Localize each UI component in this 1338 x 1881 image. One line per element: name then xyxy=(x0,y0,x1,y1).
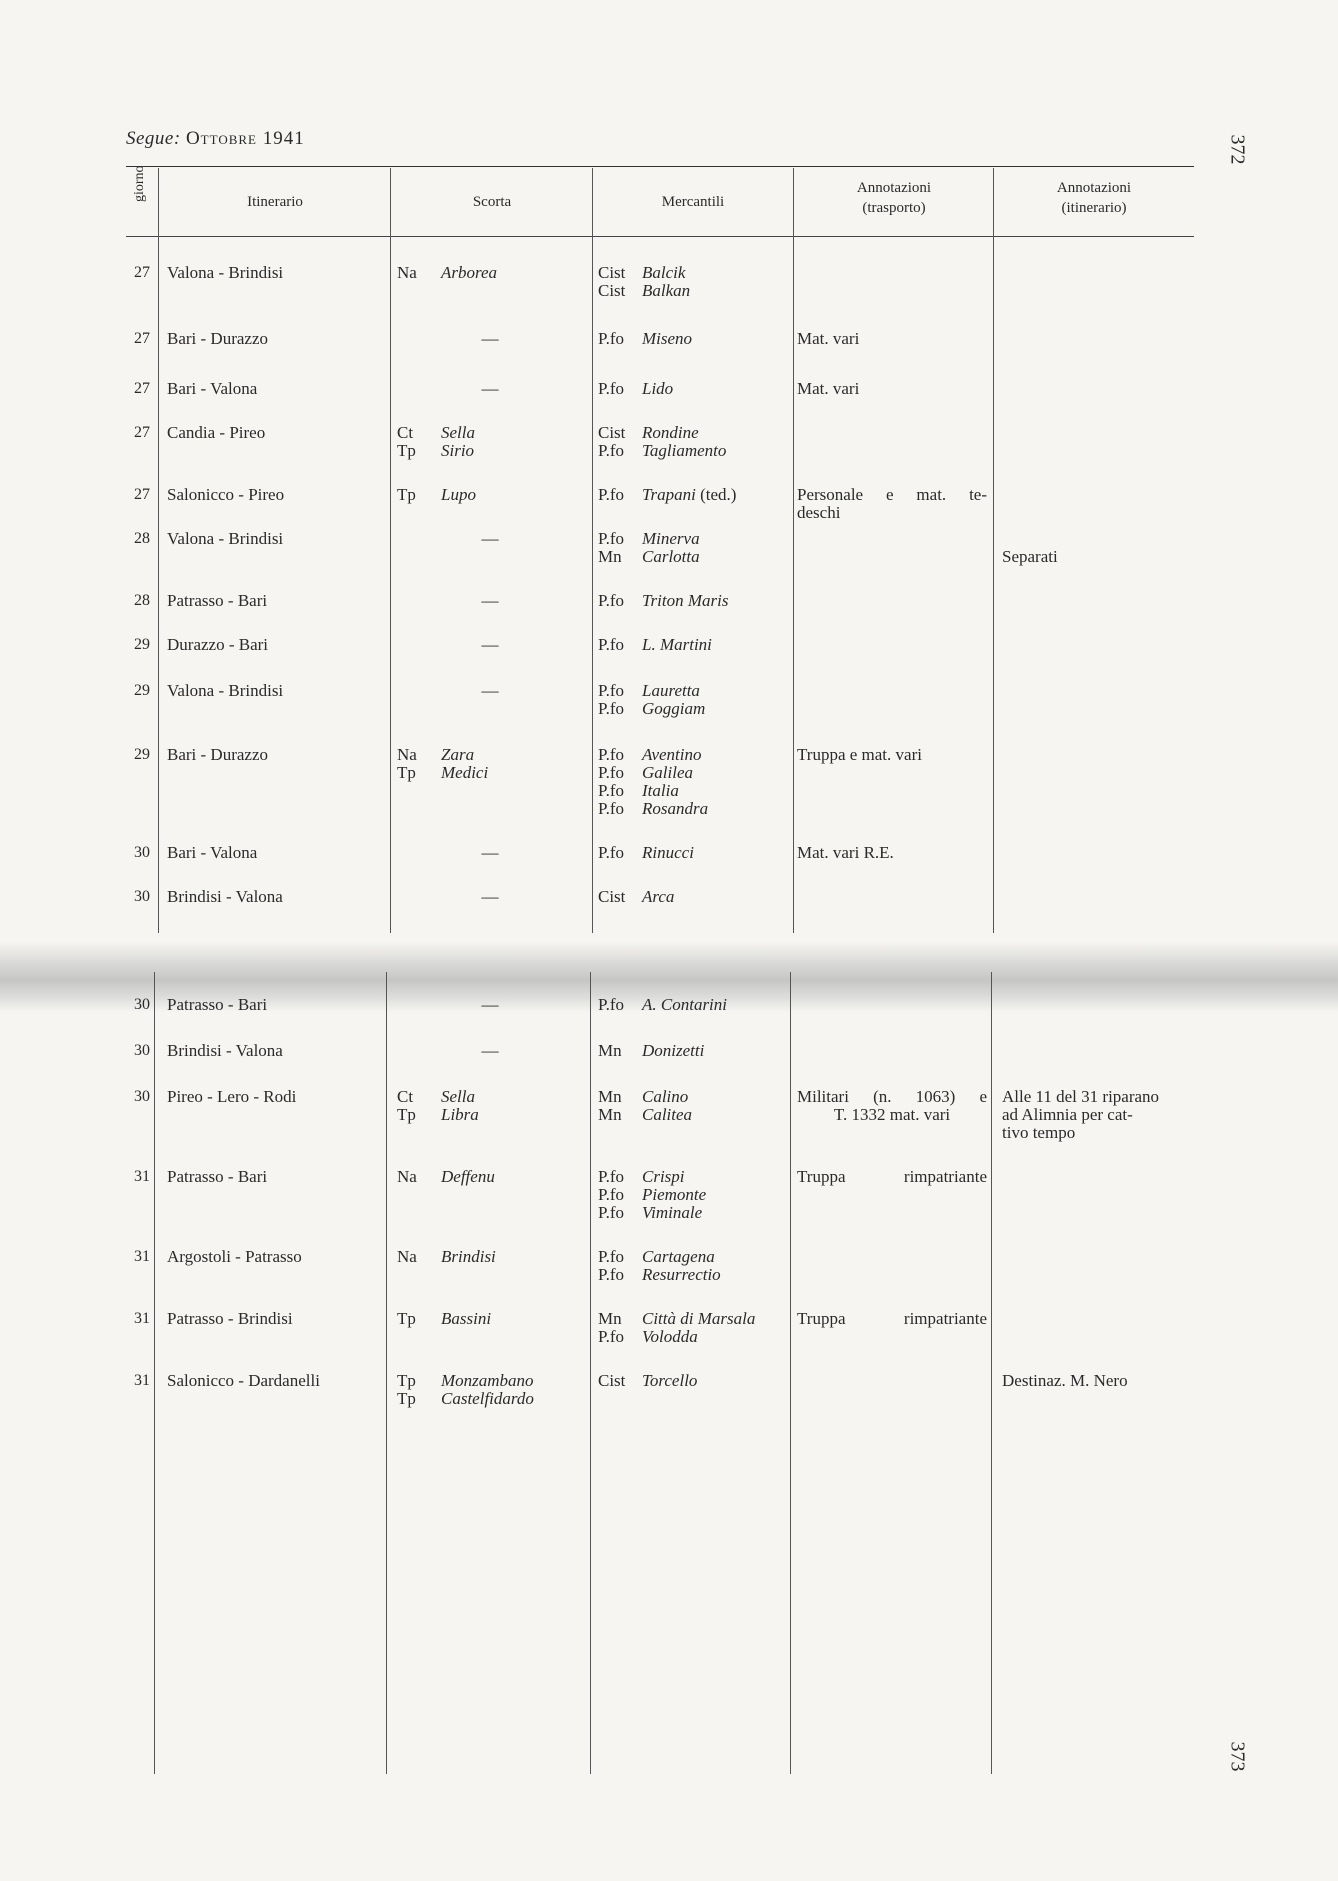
mercantili-cell xyxy=(598,746,793,818)
annotazioni-trasporto-cell xyxy=(797,380,987,398)
ship-name: Crispi xyxy=(642,1167,685,1186)
ship-type: P.fo xyxy=(598,1327,624,1346)
mercantili-cell xyxy=(598,996,793,1014)
annotation-line: ad Alimnia per cat- xyxy=(1002,1105,1133,1124)
ship-name: Calitea xyxy=(642,1105,693,1124)
day-cell: 30 xyxy=(134,1042,150,1059)
ship-type: P.fo xyxy=(598,681,624,700)
scorta-cell: — xyxy=(481,681,499,700)
ship-name: Italia xyxy=(642,781,679,800)
escort-ship xyxy=(397,764,587,782)
ship-type: P.fo xyxy=(598,995,624,1014)
col-divider xyxy=(993,168,994,933)
col-divider xyxy=(590,972,591,1774)
scorta-cell: — xyxy=(481,635,499,654)
itinerario-cell: Bari - Durazzo xyxy=(167,329,269,348)
col-divider xyxy=(390,168,391,933)
col-header-annotazioni-itinerario: Annotazioni (itinerario) xyxy=(1056,180,1132,216)
itinerario-cell: Durazzo - Bari xyxy=(167,635,269,654)
day-cell: 30 xyxy=(134,996,150,1013)
merchant-ship xyxy=(598,1310,793,1328)
col-divider xyxy=(793,168,794,933)
annotation-line: T. 1332 mat. vari xyxy=(833,1105,951,1124)
merchant-ship xyxy=(598,330,793,348)
merchant-ship xyxy=(598,700,793,718)
scorta-cell: — xyxy=(481,329,499,348)
day-cell: 31 xyxy=(134,1248,150,1265)
ship-name: Monzambano xyxy=(441,1371,534,1390)
annotazioni-trasporto-cell xyxy=(797,1310,987,1328)
ship-type: Cist xyxy=(598,1371,626,1390)
itinerario-cell: Patrasso - Brindisi xyxy=(167,1309,293,1328)
itinerario-cell: Patrasso - Bari xyxy=(167,591,268,610)
ship-type: Tp xyxy=(397,1309,416,1328)
merchant-ship xyxy=(598,1186,793,1204)
mercantili-cell xyxy=(598,888,793,906)
merchant-ship xyxy=(598,380,793,398)
annotazioni-itinerario-cell xyxy=(1002,1088,1197,1142)
ship-type: P.fo xyxy=(598,1247,624,1266)
ship-name: Aventino xyxy=(642,745,702,764)
scorta-cell xyxy=(397,1248,587,1266)
ship-note: (ted.) xyxy=(695,485,737,504)
ship-type: Cist xyxy=(598,887,626,906)
annotazioni-itinerario-cell xyxy=(1002,530,1197,566)
merchant-ship xyxy=(598,1266,793,1284)
ship-name: Sella xyxy=(441,423,475,442)
scorta-cell: — xyxy=(481,887,499,906)
ship-type: P.fo xyxy=(598,379,624,398)
escort-ship xyxy=(397,1390,587,1408)
ship-name: Triton Maris xyxy=(642,591,729,610)
ship-name: Rosandra xyxy=(642,799,709,818)
annotazioni-trasporto-cell xyxy=(797,746,987,764)
ship-name: Calino xyxy=(642,1087,689,1106)
table-header-rule xyxy=(126,236,1194,237)
col-divider xyxy=(386,972,387,1774)
ship-name: Volodda xyxy=(642,1327,698,1346)
ship-name: Deffenu xyxy=(441,1167,495,1186)
ship-type: Mn xyxy=(598,1309,622,1328)
ship-name: Zara xyxy=(441,745,475,764)
scorta-cell: — xyxy=(481,379,499,398)
ship-type: Ct xyxy=(397,1087,414,1106)
merchant-ship xyxy=(598,764,793,782)
annotazioni-trasporto-cell xyxy=(797,1088,987,1124)
scorta-cell: — xyxy=(481,591,499,610)
page-number-bottom: 373 xyxy=(1226,1741,1249,1772)
annotazioni-trasporto-cell xyxy=(797,486,987,522)
itinerario-cell: Candia - Pireo xyxy=(167,423,266,442)
merchant-ship xyxy=(598,682,793,700)
annotazioni-trasporto-cell xyxy=(797,844,987,862)
day-cell: 29 xyxy=(134,636,150,653)
ship-type: Tp xyxy=(397,1105,416,1124)
mercantili-cell xyxy=(598,424,793,460)
itinerario-cell: Patrasso - Bari xyxy=(167,995,268,1014)
ship-name: Medici xyxy=(441,763,489,782)
merchant-ship xyxy=(598,1248,793,1266)
day-cell: 31 xyxy=(134,1310,150,1327)
ship-name: Sella xyxy=(441,1087,475,1106)
annotation-line: tivo tempo xyxy=(1002,1123,1076,1142)
table-top-rule xyxy=(126,166,1194,167)
itinerario-cell: Bari - Valona xyxy=(167,379,258,398)
ship-name: Brindisi xyxy=(441,1247,496,1266)
itinerario-cell: Salonicco - Pireo xyxy=(167,485,285,504)
ship-type: Na xyxy=(397,1167,417,1186)
day-cell: 30 xyxy=(134,888,150,905)
escort-ship xyxy=(397,1088,587,1106)
ship-name: Bassini xyxy=(441,1309,492,1328)
annotation-line: Militari (n. 1063) e xyxy=(797,1087,987,1106)
ship-type: P.fo xyxy=(598,635,624,654)
ship-name: Balkan xyxy=(642,281,691,300)
day-cell: 29 xyxy=(134,746,150,763)
col-divider xyxy=(158,168,159,933)
merchant-ship xyxy=(598,1088,793,1106)
page-header xyxy=(126,128,305,150)
annotazioni-trasporto-cell xyxy=(797,330,987,348)
itinerario-cell: Valona - Brindisi xyxy=(167,263,284,282)
col-divider xyxy=(154,972,155,1774)
ship-type: P.fo xyxy=(598,1185,624,1204)
ship-type: Mn xyxy=(598,547,622,566)
ship-type: P.fo xyxy=(598,529,624,548)
ship-name: Arca xyxy=(642,887,675,906)
ship-type: P.fo xyxy=(598,745,624,764)
ship-type: Na xyxy=(397,745,417,764)
ship-name: A. Contarini xyxy=(642,995,728,1014)
ship-name: Galilea xyxy=(642,763,693,782)
merchant-ship xyxy=(598,996,793,1014)
ship-type: Mn xyxy=(598,1041,622,1060)
day-cell: 27 xyxy=(134,380,150,397)
ship-name: Goggiam xyxy=(642,699,706,718)
day-cell: 28 xyxy=(134,530,150,547)
day-cell: 27 xyxy=(134,424,150,441)
annotazioni-itinerario-cell xyxy=(1002,1372,1197,1390)
annotation-line: Personale e mat. te- xyxy=(797,485,987,504)
col-divider xyxy=(991,972,992,1774)
mercantili-cell xyxy=(598,380,793,398)
ship-type: Tp xyxy=(397,441,416,460)
merchant-ship xyxy=(598,264,793,282)
scorta-cell: — xyxy=(481,529,499,548)
scorta-cell xyxy=(397,1372,587,1408)
itinerario-cell: Patrasso - Bari xyxy=(167,1167,268,1186)
merchant-ship xyxy=(598,888,793,906)
scorta-cell xyxy=(397,1168,587,1186)
ship-name: Miseno xyxy=(642,329,693,348)
ship-name: Trapani xyxy=(642,485,696,504)
escort-ship xyxy=(397,1168,587,1186)
col-header-scorta: Scorta xyxy=(472,194,512,210)
day-cell: 29 xyxy=(134,682,150,699)
ship-name: Lupo xyxy=(441,485,476,504)
annotation-line xyxy=(1002,530,1197,548)
scorta-cell: — xyxy=(481,843,499,862)
ship-type: P.fo xyxy=(598,441,624,460)
scorta-cell xyxy=(397,1088,587,1124)
ship-type: Tp xyxy=(397,763,416,782)
ship-type: Cist xyxy=(598,281,626,300)
day-cell: 30 xyxy=(134,1088,150,1105)
escort-ship xyxy=(397,1372,587,1390)
ship-name: Castelfidardo xyxy=(441,1389,534,1408)
escort-ship xyxy=(397,264,587,282)
ship-name: Torcello xyxy=(642,1371,698,1390)
merchant-ship xyxy=(598,1204,793,1222)
merchant-ship xyxy=(598,530,793,548)
ship-type: Mn xyxy=(598,1105,622,1124)
annotazioni-trasporto-cell xyxy=(797,1168,987,1186)
ship-type: Ct xyxy=(397,423,414,442)
page-number-top: 372 xyxy=(1226,134,1249,165)
mercantili-cell xyxy=(598,1042,793,1060)
mercantili-cell xyxy=(598,330,793,348)
itinerario-cell: Brindisi - Valona xyxy=(167,1041,283,1060)
ship-type: Tp xyxy=(397,485,416,504)
day-cell: 31 xyxy=(134,1168,150,1185)
annotation-line: deschi xyxy=(797,503,841,522)
itinerario-cell: Valona - Brindisi xyxy=(167,529,284,548)
ship-name: Cartagena xyxy=(642,1247,715,1266)
annotation-line: Truppa rimpatriante xyxy=(797,1167,987,1186)
scorta-cell xyxy=(397,424,587,460)
escort-ship xyxy=(397,486,587,504)
day-cell: 27 xyxy=(134,330,150,347)
mercantili-cell xyxy=(598,1248,793,1284)
escort-ship xyxy=(397,746,587,764)
ship-name: Città di Marsala xyxy=(642,1309,756,1328)
day-cell: 28 xyxy=(134,592,150,609)
ship-type: P.fo xyxy=(598,1203,624,1222)
merchant-ship xyxy=(598,1042,793,1060)
ship-name: Carlotta xyxy=(642,547,700,566)
ship-type: Cist xyxy=(598,423,626,442)
ship-name: Piemonte xyxy=(642,1185,707,1204)
ship-type: Na xyxy=(397,1247,417,1266)
mercantili-cell xyxy=(598,592,793,610)
merchant-ship xyxy=(598,782,793,800)
ship-name: Donizetti xyxy=(642,1041,705,1060)
mercantili-cell xyxy=(598,636,793,654)
col-header-annotazioni-trasporto: Annotazioni (trasporto) xyxy=(856,180,932,216)
scorta-cell xyxy=(397,746,587,782)
annotation-line: Mat. vari R.E. xyxy=(797,843,894,862)
itinerario-cell: Bari - Valona xyxy=(167,843,258,862)
mercantili-cell xyxy=(598,1310,793,1346)
ship-type: P.fo xyxy=(598,781,624,800)
ship-type: Mn xyxy=(598,1087,622,1106)
segue-label: Segue: xyxy=(126,128,181,149)
itinerario-cell: Salonicco - Dardanelli xyxy=(167,1371,320,1390)
ship-type: P.fo xyxy=(598,329,624,348)
escort-ship xyxy=(397,1310,587,1328)
mercantili-cell xyxy=(598,1372,793,1390)
day-cell: 27 xyxy=(134,486,150,503)
annotation-line: Truppa e mat. vari xyxy=(797,745,922,764)
ship-name: Rondine xyxy=(642,423,699,442)
annotation-line: Alle 11 del 31 riparano xyxy=(1002,1087,1160,1106)
ship-name: Tagliamento xyxy=(642,441,727,460)
mercantili-cell xyxy=(598,844,793,862)
annotation-line: Mat. vari xyxy=(797,329,860,348)
ship-type: P.fo xyxy=(598,1167,624,1186)
merchant-ship xyxy=(598,424,793,442)
ship-type: Tp xyxy=(397,1371,416,1390)
itinerario-cell: Argostoli - Patrasso xyxy=(167,1247,302,1266)
day-cell: 27 xyxy=(134,264,150,281)
merchant-ship xyxy=(598,1328,793,1346)
merchant-ship xyxy=(598,844,793,862)
scorta-cell: — xyxy=(481,995,499,1014)
ship-name: Libra xyxy=(441,1105,479,1124)
merchant-ship xyxy=(598,442,793,460)
mercantili-cell xyxy=(598,530,793,566)
itinerario-cell: Bari - Durazzo xyxy=(167,745,269,764)
day-cell: 30 xyxy=(134,844,150,861)
itinerario-cell: Valona - Brindisi xyxy=(167,681,284,700)
day-cell: 31 xyxy=(134,1372,150,1389)
ship-type: P.fo xyxy=(598,763,624,782)
annotation-line: Destinaz. M. Nero xyxy=(1002,1371,1128,1390)
ship-name: Lauretta xyxy=(642,681,700,700)
ship-name: Lido xyxy=(642,379,674,398)
col-header-giorno: giorno xyxy=(132,165,147,202)
merchant-ship xyxy=(598,1106,793,1124)
itinerario-cell: Brindisi - Valona xyxy=(167,887,283,906)
col-divider xyxy=(592,168,593,933)
ship-type: Tp xyxy=(397,1389,416,1408)
ship-name: Viminale xyxy=(642,1203,703,1222)
annotation-line: Truppa rimpatriante xyxy=(797,1309,987,1328)
ship-type: P.fo xyxy=(598,1265,624,1284)
ship-type: Na xyxy=(397,263,417,282)
col-header-mercantili: Mercantili xyxy=(661,194,725,210)
ship-name: Arborea xyxy=(441,263,498,282)
ship-type: P.fo xyxy=(598,799,624,818)
ship-type: P.fo xyxy=(598,591,624,610)
mercantili-cell xyxy=(598,682,793,718)
merchant-ship xyxy=(598,1168,793,1186)
scorta-cell xyxy=(397,486,587,504)
ship-name: Sirio xyxy=(441,441,475,460)
ship-name: Minerva xyxy=(642,529,700,548)
merchant-ship xyxy=(598,636,793,654)
ship-name: Rinucci xyxy=(642,843,694,862)
merchant-ship xyxy=(598,1372,793,1390)
ship-name: L. Martini xyxy=(642,635,712,654)
mercantili-cell xyxy=(598,264,793,300)
ship-type: P.fo xyxy=(598,699,624,718)
ship-type: P.fo xyxy=(598,843,624,862)
merchant-ship xyxy=(598,592,793,610)
escort-ship xyxy=(397,1106,587,1124)
escort-ship xyxy=(397,442,587,460)
mercantili-cell xyxy=(598,1168,793,1222)
month-title: Ottobre 1941 xyxy=(185,128,305,149)
mercantili-cell xyxy=(598,486,793,504)
merchant-ship xyxy=(598,548,793,566)
merchant-ship xyxy=(598,486,793,504)
escort-ship xyxy=(397,1248,587,1266)
itinerario-cell: Pireo - Lero - Rodi xyxy=(167,1087,297,1106)
ship-type: Cist xyxy=(598,263,626,282)
annotation-line: Separati xyxy=(1002,547,1058,566)
ship-name: Balcik xyxy=(642,263,686,282)
scorta-cell xyxy=(397,1310,587,1328)
scorta-cell xyxy=(397,264,587,282)
merchant-ship xyxy=(598,746,793,764)
scorta-cell: — xyxy=(481,1041,499,1060)
ship-name: Resurrectio xyxy=(642,1265,721,1284)
merchant-ship xyxy=(598,800,793,818)
mercantili-cell xyxy=(598,1088,793,1124)
col-header-itinerario: Itinerario xyxy=(247,194,303,210)
merchant-ship xyxy=(598,282,793,300)
annotation-line: Mat. vari xyxy=(797,379,860,398)
ship-type: P.fo xyxy=(598,485,624,504)
escort-ship xyxy=(397,424,587,442)
